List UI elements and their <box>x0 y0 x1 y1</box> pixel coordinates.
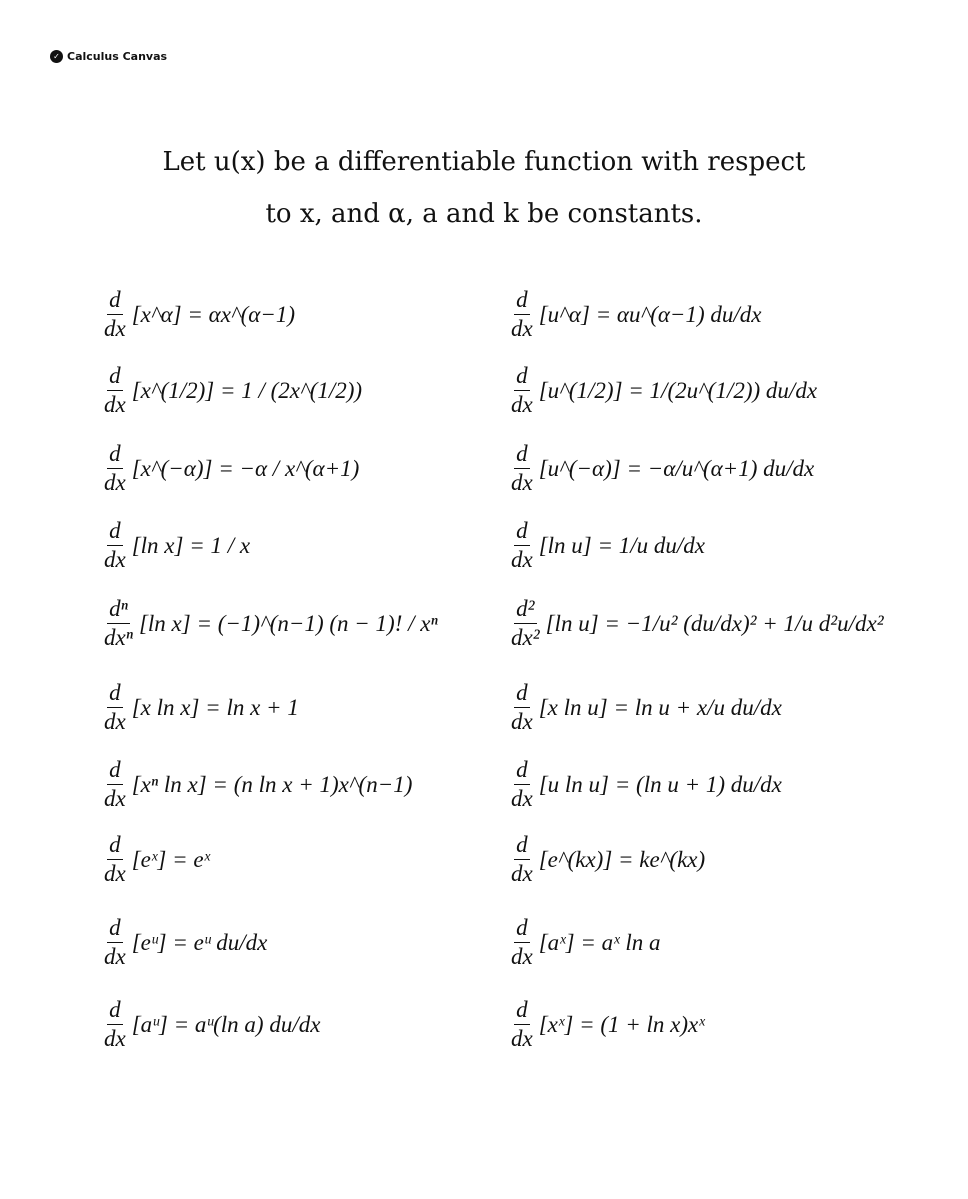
formula-expression: [x^(−α)] = −α / x^(α+1) <box>131 455 360 481</box>
derivative-operator: $\frac{d}{dx}$ <box>511 287 533 341</box>
derivative-operator: $\frac{\text{d²}}{\text{dx²}}$ <box>511 596 540 650</box>
formula-expression: [u^α] = αu^(α−1) du/dx <box>538 301 762 327</box>
formula-expression: [x ln u] = ln u + x/u du/dx <box>538 694 782 720</box>
derivative-operator: $\frac{d}{dx}$ <box>511 363 533 417</box>
intro-text <box>0 136 968 240</box>
formula-left-8 <box>100 832 210 887</box>
derivative-operator: $\frac{d}{dx}$ <box>104 680 126 734</box>
formula-expression: [xˣ] = (1 + ln x)xˣ <box>538 1011 705 1037</box>
derivative-operator: $\frac{d}{dx}$ <box>511 441 533 495</box>
formula-expression: [x ln x] = ln x + 1 <box>131 694 299 720</box>
derivative-operator: $\frac{d}{dx}$ <box>511 915 533 969</box>
formula-right-1 <box>507 287 761 342</box>
formula-expression: [u ln u] = (ln u + 1) du/dx <box>538 771 782 797</box>
formula-right-10 <box>507 997 705 1052</box>
formula-expression: [u^(−α)] = −α/u^(α+1) du/dx <box>538 455 815 481</box>
intro-line-2: to x, and α, a and k be constants. <box>265 199 703 229</box>
derivative-operator: $\frac{d}{dx}$ <box>104 997 126 1051</box>
formula-left-6 <box>100 680 299 735</box>
formula-expression: [aᵘ] = aᵘ(ln a) du/dx <box>131 1011 321 1037</box>
formula-expression: [x^(1/2)] = 1 / (2x^(1/2)) <box>131 377 363 403</box>
derivative-operator: $\frac{d}{dx}$ <box>104 832 126 886</box>
intro-line-1: Let u(x) be a differentiable function with respect <box>162 147 806 177</box>
formula-right-4 <box>507 518 705 573</box>
formula-expression: [xⁿ ln x] = (n ln x + 1)x^(n−1) <box>131 771 413 797</box>
formula-expression: [u^(1/2)] = 1/(2u^(1/2)) du/dx <box>538 377 818 403</box>
derivative-operator: $\frac{d}{dx}$ <box>511 832 533 886</box>
brand <box>50 50 167 63</box>
formula-left-5 <box>100 596 438 651</box>
derivative-operator: $\frac{d}{dx}$ <box>511 757 533 811</box>
formula-right-9 <box>507 915 661 970</box>
derivative-operator: $\frac{d}{dx}$ <box>511 997 533 1051</box>
formula-expression: [ln u] = −1/u² (du/dx)² + 1/u d²u/dx² <box>545 610 884 636</box>
formula-expression: [ln u] = 1/u du/dx <box>538 532 706 558</box>
derivative-operator: $\frac{d}{dx}$ <box>104 757 126 811</box>
formula-expression: [ln x] = 1 / x <box>131 532 251 558</box>
derivative-operator: $\frac{\text{dⁿ}}{\text{dxⁿ}}$ <box>104 596 133 650</box>
formula-left-9 <box>100 915 267 970</box>
formula-left-1 <box>100 287 295 342</box>
formula-expression: [eˣ] = eˣ <box>131 846 211 872</box>
formula-right-3 <box>507 441 814 496</box>
formula-left-7 <box>100 757 412 812</box>
formula-left-2 <box>100 363 362 418</box>
derivative-operator: $\frac{d}{dx}$ <box>511 518 533 572</box>
formula-right-8 <box>507 832 705 887</box>
derivative-operator: $\frac{d}{dx}$ <box>104 518 126 572</box>
brand-name: Calculus Canvas <box>67 50 168 63</box>
formula-left-10 <box>100 997 320 1052</box>
derivative-operator: $\frac{d}{dx}$ <box>104 441 126 495</box>
derivative-operator: $\frac{d}{dx}$ <box>104 287 126 341</box>
formula-expression: [x^α] = αx^(α−1) <box>131 301 296 327</box>
formula-left-4 <box>100 518 250 573</box>
formula-right-5 <box>507 596 884 651</box>
formula-expression: [aˣ] = aˣ ln a <box>538 929 661 955</box>
formula-right-2 <box>507 363 817 418</box>
brand-badge-icon: ✓ <box>50 50 63 63</box>
formula-expression: [e^(kx)] = ke^(kx) <box>538 846 706 872</box>
formula-expression: [eᵘ] = eᵘ du/dx <box>131 929 268 955</box>
formula-right-7 <box>507 757 782 812</box>
formula-left-3 <box>100 441 359 496</box>
derivative-operator: $\frac{d}{dx}$ <box>104 363 126 417</box>
derivative-operator: $\frac{d}{dx}$ <box>511 680 533 734</box>
formula-right-6 <box>507 680 782 735</box>
formula-expression: [ln x] = (−1)^(n−1) (n − 1)! / xⁿ <box>138 610 438 636</box>
derivative-operator: $\frac{d}{dx}$ <box>104 915 126 969</box>
